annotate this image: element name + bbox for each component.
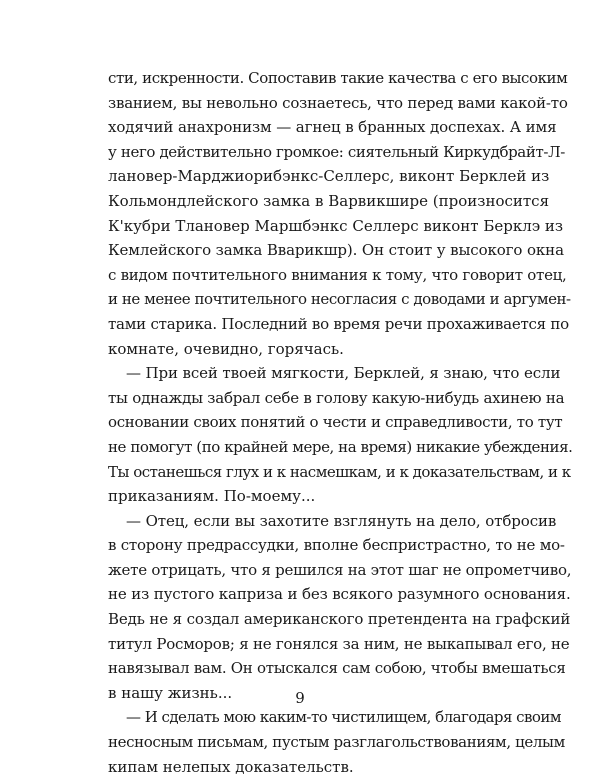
text-line: приказаниям. По-моему... (108, 487, 316, 506)
text-line: лановер-Марджиорибэнкс-Селлерс, виконт Берклей из (108, 167, 550, 186)
text-line: ходячий анахронизм — агнец в бранных доспехах. А имя (108, 118, 557, 137)
page-number: 9 (295, 689, 305, 707)
text-line: основании своих понятий о чести и справедливости, то тут (108, 413, 563, 432)
text-line: Кемлейского замка Вварикшр). Он стоит у высокого окна (108, 241, 564, 260)
text-line: у него действительно громкое: сиятельный Киркудбрайт-Л- (108, 142, 565, 161)
text-line: сти, искренности. Сопоставив такие качества с его высоким (108, 69, 568, 87)
paragraph (108, 705, 565, 779)
text-line: титул Росморов; я не гонялся за ним, не выкапывал его, не (108, 634, 570, 653)
body-text (108, 66, 573, 779)
text-line: комнате, очевидно, горячась. (108, 339, 344, 358)
text-line: навязывал вам. Он отыскался сам собою, чтобы вмешаться (108, 659, 566, 678)
text-line: тами старика. Последний во время речи прохаживается по (108, 314, 569, 333)
text-line: ты однажды забрал себе в голову какую-нибудь ахинею на (108, 388, 565, 407)
text-line: несносным письмам, пустым разглагольствованиям, целым (108, 733, 565, 752)
text-line: — Отец, если вы захотите взглянуть на дело, отбросив (126, 511, 557, 530)
text-line: — И сделать мою каким-то чистилищем, благодаря своим (126, 708, 561, 727)
text-line: званием, вы невольно сознаетесь, что перед вами какой-то (108, 93, 568, 112)
paragraph (108, 509, 572, 706)
text-line: — При всей твоей мягкости, Берклей, я знаю, что если (126, 364, 561, 383)
text-line: жете отрицать, что я решился на этот шаг не опрометчиво, (108, 560, 572, 579)
text-line: Ведь не я создал американского претендента на графский (108, 610, 571, 629)
text-line: Кольмондлейского замка в Варвикшире (произносится (108, 191, 550, 210)
text-line: в нашу жизнь... (108, 683, 233, 702)
text-line: Ты останешься глух и к насмешкам, и к доказательствам, и к (108, 462, 571, 481)
text-line: в сторону предрассудки, вполне беспристрастно, то не мо- (108, 536, 565, 555)
text-line: кипам нелепых доказательств. (108, 757, 354, 776)
text-line: не помогут (по крайней мере, на время) никакие убеждения. (108, 437, 573, 456)
text-line: и не менее почтительного несогласия с доводами и аргумен- (108, 290, 571, 309)
text-line: К'кубри Тлановер Маршбэнкс Селлерс виконт Берклэ из (108, 216, 564, 235)
text-line: с видом почтительного внимания к тому, что говорит отец, (108, 265, 567, 284)
paragraph (108, 66, 571, 361)
paragraph (108, 361, 573, 509)
text-line: не из пустого каприза и без всякого разумного основания. (108, 585, 571, 604)
